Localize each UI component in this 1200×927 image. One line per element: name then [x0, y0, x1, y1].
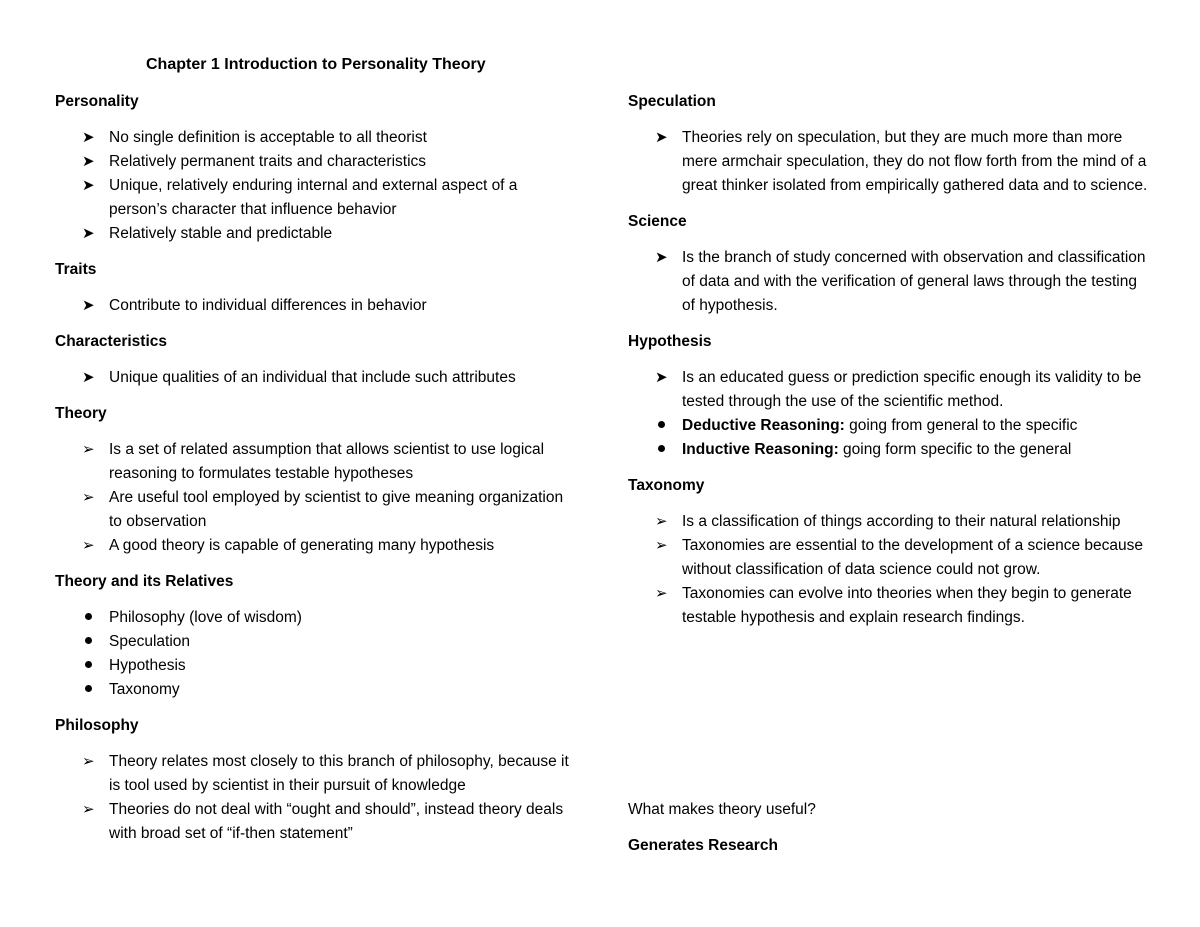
- heading-generates-research: Generates Research: [628, 837, 778, 854]
- open-arrow-bullet-icon: ➢: [655, 585, 668, 602]
- arrow-bullet-icon: ➤: [82, 225, 95, 242]
- open-arrow-bullet-icon: ➢: [82, 441, 95, 458]
- personality-list: [55, 126, 575, 246]
- list-item: Taxonomy: [55, 678, 575, 702]
- list-item: ➢ Theories do not deal with “ought and should”, instead theory deals with broad set of “if-then statement”: [55, 798, 575, 846]
- heading-taxonomy: Taxonomy: [628, 477, 705, 494]
- list-item: ➤ Is the branch of study concerned with observation and classification of data and with the verification of general laws through the testing of hypothesis.: [628, 246, 1148, 318]
- arrow-bullet-icon: ➤: [82, 369, 95, 386]
- dot-bullet-icon: [82, 678, 102, 702]
- arrow-bullet-icon: ➤: [655, 369, 668, 386]
- traits-list: [55, 294, 575, 318]
- list-item: ➤ No single definition is acceptable to all theorist: [55, 126, 575, 150]
- dot-bullet-icon: [655, 438, 675, 462]
- list-item: Philosophy (love of wisdom): [55, 606, 575, 630]
- heading-speculation: Speculation: [628, 93, 716, 110]
- characteristics-list: [55, 366, 575, 390]
- list-item: Inductive Reasoning: going form specific to the general: [628, 438, 1148, 462]
- arrow-bullet-icon: ➤: [82, 153, 95, 170]
- list-item: ➢ Is a set of related assumption that allows scientist to use logical reasoning to formulates testable hypotheses: [55, 438, 575, 486]
- open-arrow-bullet-icon: ➢: [82, 753, 95, 770]
- arrow-bullet-icon: ➤: [82, 129, 95, 146]
- dot-bullet-icon: [82, 606, 102, 630]
- inductive-term: Inductive Reasoning:: [682, 441, 839, 458]
- science-list: [628, 246, 1148, 318]
- page-title: Chapter 1 Introduction to Personality Theory: [146, 56, 486, 73]
- right-column: [628, 90, 1148, 642]
- heading-philosophy: Philosophy: [55, 717, 139, 734]
- heading-theory-relatives: Theory and its Relatives: [55, 573, 234, 590]
- theory-list: [55, 438, 575, 558]
- dot-bullet-icon: [655, 414, 675, 438]
- heading-science: Science: [628, 213, 687, 230]
- open-arrow-bullet-icon: ➢: [82, 537, 95, 554]
- list-item: ➢ Are useful tool employed by scientist to give meaning organization to observation: [55, 486, 575, 534]
- open-arrow-bullet-icon: ➢: [655, 537, 668, 554]
- list-item: ➤ Unique qualities of an individual that include such attributes: [55, 366, 575, 390]
- arrow-bullet-icon: ➤: [82, 297, 95, 314]
- hypothesis-list: [628, 366, 1148, 462]
- arrow-bullet-icon: ➤: [655, 129, 668, 146]
- open-arrow-bullet-icon: ➢: [82, 489, 95, 506]
- heading-traits: Traits: [55, 261, 97, 278]
- list-item: ➤ Unique, relatively enduring internal and external aspect of a person’s character that influence behavior: [55, 174, 575, 222]
- list-item: ➢ A good theory is capable of generating many hypothesis: [55, 534, 575, 558]
- arrow-bullet-icon: ➤: [82, 177, 95, 194]
- speculation-list: [628, 126, 1148, 198]
- open-arrow-bullet-icon: ➢: [82, 801, 95, 818]
- useful-question: What makes theory useful?: [628, 801, 816, 818]
- heading-characteristics: Characteristics: [55, 333, 168, 350]
- list-item: ➢ Taxonomies are essential to the development of a science because without classification of data science could not grow.: [628, 534, 1148, 582]
- taxonomy-list: [628, 510, 1148, 630]
- list-item: Speculation: [55, 630, 575, 654]
- left-column: [55, 90, 575, 858]
- list-item: ➤ Theories rely on speculation, but they are much more than more mere armchair speculation, they do not flow forth from the mind of a great thinker isolated from empirically gathered data and to science.: [628, 126, 1148, 198]
- list-item: Deductive Reasoning: going from general to the specific: [628, 414, 1148, 438]
- deductive-term: Deductive Reasoning:: [682, 417, 845, 434]
- list-item: ➤ Is an educated guess or prediction specific enough its validity to be tested through the use of the scientific method.: [628, 366, 1148, 414]
- heading-personality: Personality: [55, 93, 139, 110]
- list-item: Hypothesis: [55, 654, 575, 678]
- list-item: ➤ Contribute to individual differences in behavior: [55, 294, 575, 318]
- heading-theory: Theory: [55, 405, 107, 422]
- open-arrow-bullet-icon: ➢: [655, 513, 668, 530]
- dot-bullet-icon: [82, 654, 102, 678]
- relatives-list: [55, 606, 575, 702]
- list-item: ➢ Taxonomies can evolve into theories when they begin to generate testable hypothesis and explain research findings.: [628, 582, 1148, 630]
- list-item: ➢ Is a classification of things according to their natural relationship: [628, 510, 1148, 534]
- arrow-bullet-icon: ➤: [655, 249, 668, 266]
- philosophy-list: [55, 750, 575, 846]
- dot-bullet-icon: [82, 630, 102, 654]
- list-item: ➢ Theory relates most closely to this branch of philosophy, because it is tool used by scientist in their pursuit of knowledge: [55, 750, 575, 798]
- heading-hypothesis: Hypothesis: [628, 333, 712, 350]
- list-item: ➤ Relatively permanent traits and characteristics: [55, 150, 575, 174]
- list-item: ➤ Relatively stable and predictable: [55, 222, 575, 246]
